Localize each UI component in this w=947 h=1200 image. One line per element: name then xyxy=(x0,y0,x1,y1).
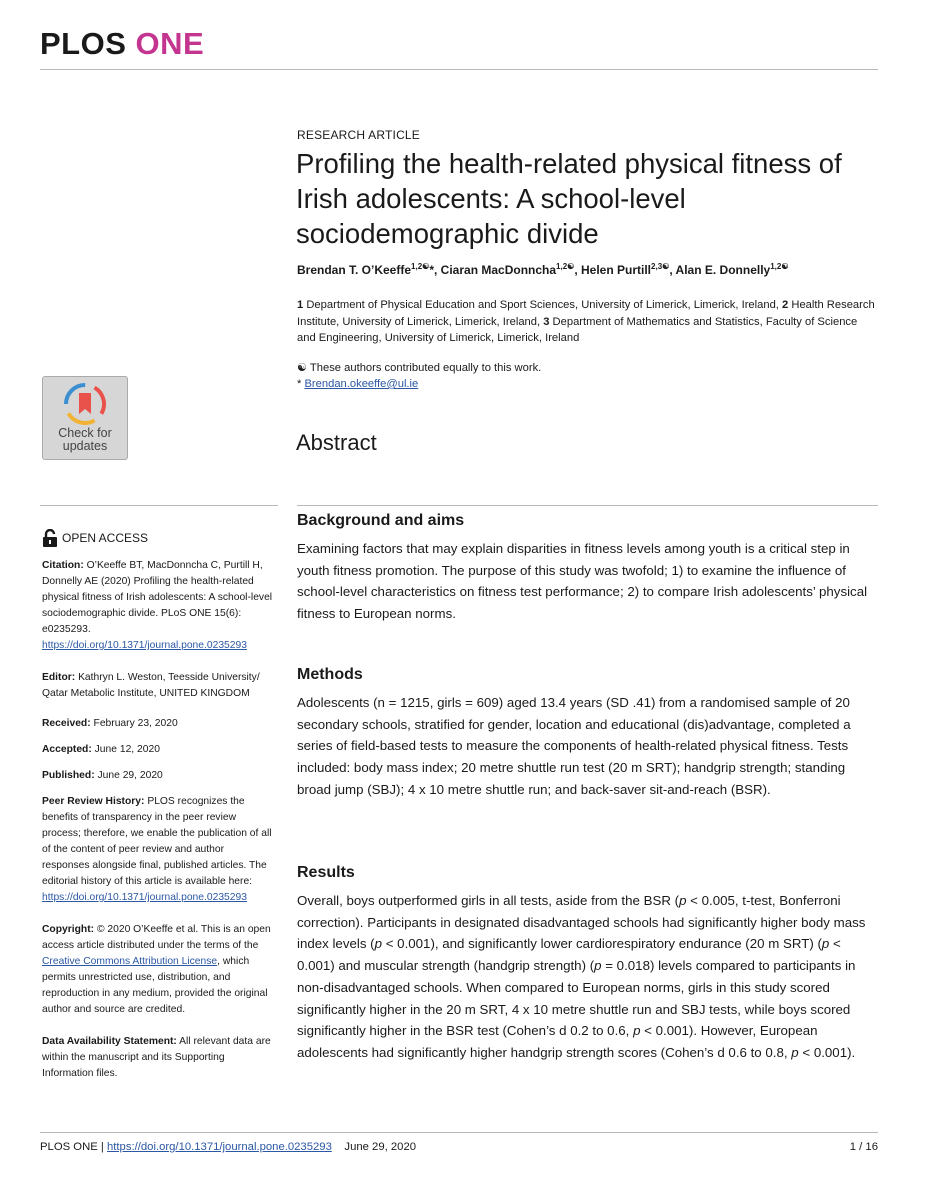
author-list xyxy=(297,262,789,277)
methods-text: Adolescents (n = 1215, girls = 609) aged 13.4 years (SD .41) from a randomised sample of 20 secondary schools, stratified for gender, location and educational (dis)advantage, completed a series of field-based tests to measure the components of health-related physical fitness. Tests included: body mass index; 20 metre shuttle run test (20 m SRT); handgrip strength; standing broad jump (SBJ); 4 x 10 metre shuttle run; and back-saver sit-and-reach (BSR). xyxy=(297,695,851,797)
citation-block: Citation: O’Keeffe BT, MacDonncha C, Purtill H, Donnelly AE (2020) Profiling the health-related physical fitness of Irish adolescents: A school-level sociodemographic divide. PLoS ONE 15(6): e0235293. https://doi.org/10.1371/journal.pone.0235293 xyxy=(42,560,273,651)
license-link[interactable]: Creative Commons Attribution License xyxy=(42,956,218,967)
footer-divider xyxy=(40,1132,878,1133)
journal-logo[interactable] xyxy=(40,26,204,62)
article-title: Profiling the health-related physical fitness of Irish adolescents: A school-level sociodemographic divide xyxy=(296,148,842,249)
accepted-date: Accepted: June 12, 2020 xyxy=(42,744,160,755)
data-availability-block: Data Availability Statement: All relevant data are within the manuscript and its Supporting Information files. xyxy=(42,1036,271,1079)
page-number: 1 / 16 xyxy=(849,1141,878,1153)
methods-heading: Methods xyxy=(297,666,363,683)
citation-doi-link[interactable]: https://doi.org/10.1371/journal.pone.0235293 xyxy=(42,640,247,651)
logo-one: ONE xyxy=(135,26,205,61)
page-footer: PLOS ONE | https://doi.org/10.1371/journal.pone.0235293 June 29, 2020 xyxy=(40,1141,417,1153)
results-heading: Results xyxy=(297,864,355,881)
background-text: Examining factors that may explain disparities in fitness levels among youth is a critical step in youth fitness promotion. The purpose of this study was twofold; 1) to examine the influence of school-level characteristics on fitness test performance; 2) to compare Irish adolescents’ physical fitness to European norms. xyxy=(297,541,868,622)
check-for-updates-badge[interactable] xyxy=(42,376,128,460)
corresponding-author: * Brendan.okeeffe@ul.ie xyxy=(297,378,419,390)
contribution-notes xyxy=(297,360,541,392)
open-lock-icon xyxy=(42,529,58,547)
author-4: Alan E. Donnelly$^{1,2☯}$ xyxy=(675,262,789,277)
check-updates-label: Check for updates xyxy=(58,426,112,453)
check-updates-icon xyxy=(64,383,106,425)
header-divider xyxy=(40,69,878,70)
abstract-heading: Abstract xyxy=(296,430,377,455)
author-1: Brendan T. O’Keeffe$^{1,2☯}$*, xyxy=(297,262,441,277)
logo-plos: PLOS xyxy=(40,26,127,61)
editor-block: Editor: Kathryn L. Weston, Teesside University/ Qatar Metabolic Institute, UNITED KINGDOM xyxy=(42,672,260,699)
footer-journal: PLOS ONE xyxy=(40,1141,98,1153)
footer-date: June 29, 2020 xyxy=(344,1141,417,1153)
article-type: RESEARCH ARTICLE xyxy=(297,128,421,142)
equal-contribution-note: ☯ These authors contributed equally to this work. xyxy=(297,362,542,374)
abstract-divider xyxy=(297,505,878,506)
peer-review-block: Peer Review History: PLOS recognizes the benefits of transparency in the peer review process; therefore, we enable the publication of all of the content of peer review and author responses alongside final, published articles. The editorial history of this article is available here: https://doi.org/10.1371/journal.pone.0235293 xyxy=(42,796,272,903)
published-date: Published: June 29, 2020 xyxy=(42,770,163,781)
corresponding-email-link[interactable]: Brendan.okeeffe@ul.ie xyxy=(304,378,419,390)
sidebar-divider xyxy=(40,505,278,506)
open-access-badge: OPEN ACCESS xyxy=(42,529,148,547)
affiliations: 1 Department of Physical Education and Sport Sciences, University of Limerick, Limerick, Ireland, 2 Health Research Institute, University of Limerick, Limerick, Ireland, 3 Department of Mathematics and Statistics, Faculty of Science and Engineering, University of Limerick, Limerick, Ireland xyxy=(297,299,875,344)
peer-review-link[interactable]: https://doi.org/10.1371/journal.pone.0235293 xyxy=(42,892,247,903)
results-text: Overall, boys outperformed girls in all tests, aside from the BSR (p < 0.005, t-test, Bonferroni correction). Participants in designated disadvantaged schools had significantly higher body mass index levels (p < 0.001), and significantly lower cardiorespiratory endurance (20 m SRT) (p < 0.001) and muscular strength (handgrip strength) (p = 0.018) levels compared to participants in non-disadvantaged schools. When compared to European norms, girls in this study scored significantly higher in the 20 m SRT, 4 x 10 metre shuttle run and SBJ tests, while boys scored significantly higher in the BSR test (Cohen’s d 0.2 to 0.6, p < 0.001). However, European adolescents had significantly higher handgrip strength scores (Cohen’s d 0.6 to 0.8, p < 0.001). xyxy=(297,893,866,1060)
copyright-block: Copyright: © 2020 O’Keeffe et al. This is an open access article distributed under the terms of the Creative Commons Attribution License, which permits unrestricted use, distribution, and reproduction in any medium, provided the original author and source are credited. xyxy=(42,924,271,1015)
footer-doi-link[interactable]: https://doi.org/10.1371/journal.pone.0235293 xyxy=(106,1141,332,1153)
background-heading: Background and aims xyxy=(297,512,465,529)
author-3: Helen Purtill$^{2,3☯}$, xyxy=(581,262,676,277)
author-2: Ciaran MacDonncha$^{1,2☯}$, xyxy=(440,262,581,277)
received-date: Received: February 23, 2020 xyxy=(42,718,178,729)
